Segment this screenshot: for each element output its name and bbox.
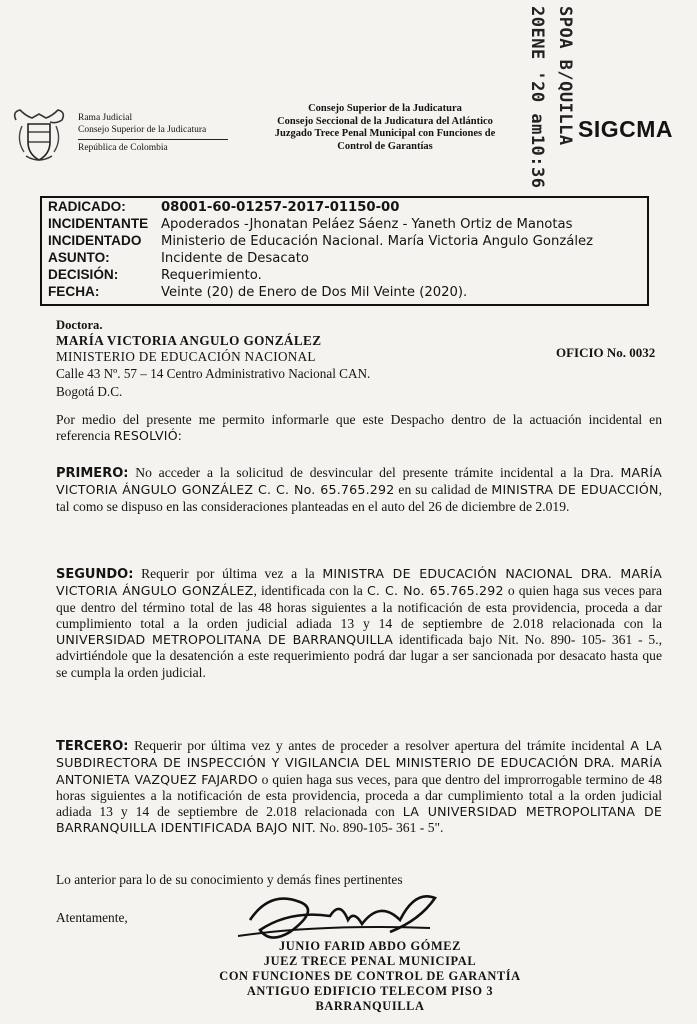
case-row-asunto: ASUNTO: Incidente de Desacato xyxy=(48,250,309,266)
council-line-4: Control de Garantías xyxy=(337,140,433,152)
case-row-decision: DECISIÓN: Requerimiento. xyxy=(48,267,262,283)
consejo-superior: Consejo Superior de la Judicatura xyxy=(78,124,207,135)
signer-address: ANTIGUO EDIFICIO TELECOM PISO 3 xyxy=(246,984,494,998)
case-row-fecha: FECHA: Veinte (20) de Enero de Dos Mil Veinte (2020). xyxy=(48,284,468,300)
signer-name: JUNIO FARID ABDO GÓMEZ xyxy=(279,939,461,953)
atentamente: Atentamente, xyxy=(56,910,128,925)
signature-block xyxy=(190,939,550,1014)
addressee-street: Calle 43 Nº. 57 – 14 Centro Administrativo Nacional CAN. xyxy=(56,366,371,381)
colombia-coat-of-arms-icon xyxy=(10,106,68,166)
addressee-city: Bogotá D.C. xyxy=(56,384,123,399)
oficio-number: OFICIO No. 0032 xyxy=(556,345,656,360)
signer-title: JUEZ TRECE PENAL MUNICIPAL xyxy=(263,954,477,968)
council-line-2: Consejo Seccional de la Judicatura del Atlántico xyxy=(277,115,493,127)
salutation: Doctora. xyxy=(56,318,103,332)
council-line-1: Consejo Superior de la Judicatura xyxy=(308,103,462,114)
sigcma-logo: SIGCMA xyxy=(578,116,673,142)
council-line-3: Juzgado Trece Penal Municipal con Funciones de xyxy=(274,128,496,139)
case-info-box xyxy=(40,196,649,306)
case-row-incidentado: INCIDENTADO Ministerio de Educación Nacional. María Victoria Angulo González xyxy=(48,233,594,249)
divider xyxy=(78,139,228,140)
court-header xyxy=(240,103,530,153)
tercero-paragraph: TERCERO: Requerir por última vez y antes de proceder a resolver apertura del trámite incidental A LA SUBDIRECTORA DE INSPECCIÓN Y VIGILANCIA DEL MINISTERIO DE EDUCACIÓN DRA. MARÍA ANTONIETA VAZQUEZ FAJARDO o quien haga sus veces, para que dentro del improrrogable termino de 48 horas siguientes a la notificación de esta providencia, proceda a dar cumplimiento total a la orden judicial adiada 13 y 14 de septiembre de 2.018 relacionada con LA UNIVERSIDAD METROPOLITANA DE BARRANQUILLA IDENTIFICADA BAJO NIT. No. 890-105- 361 - 5". xyxy=(56,738,662,836)
closing-line: Lo anterior para lo de su conocimiento y demás fines pertinentes xyxy=(56,872,403,887)
rama-judicial: Rama Judicial xyxy=(78,113,133,123)
segundo-paragraph: SEGUNDO: Requerir por última vez a la MINISTRA DE EDUCACIÓN NACIONAL DRA. MARÍA VICTORIA ÁNGULO GONZÁLEZ, identificada con la C. C. No. 65.765.292 o quien haga sus veces para que dentro del término total de las 48 horas siguientes a la notificación de esta providencia, proceda a dar cumplimiento total a la orden judicial adiada 13 y 14 de septiembre de 2.018 relacionada con la UNIVERSIDAD METROPOLITANA DE BARRANQUILLA identificada bajo Nit. No. 890- 105- 361 - 5., advirtiéndole que la desatención a este requerimiento podrá dar lugar a ser sancionada por desacato hasta que se cumpla la orden judicial. xyxy=(56,566,662,680)
stamp-office: SPOA B/QUILLA xyxy=(555,6,575,146)
institution-block xyxy=(78,113,228,155)
republica: República de Colombia xyxy=(78,143,168,153)
addressee-org: MINISTERIO DE EDUCACIÓN NACIONAL xyxy=(56,349,316,364)
primero-paragraph: PRIMERO: No acceder a la solicitud de desvincular del presente trámite incidental a la Dra. MARÍA VICTORIA ÁNGULO GONZÁLEZ C. C. No. 65.765.292 en su calidad de MINISTRA DE EDUACCIÓN, tal como se dispuso en las consideraciones planteadas en el auto del 26 de diciembre de 2.019. xyxy=(56,465,662,514)
case-row-incidentante: INCIDENTANTE Apoderados -Jhonatan Peláez Sáenz - Yaneth Ortiz de Manotas xyxy=(48,216,573,232)
intro-paragraph: Por medio del presente me permito informarle que este Despacho dentro de la actuación incidental en referencia RESOLVIÓ: xyxy=(56,412,662,444)
stamp-date: 20ENE '20 am10:36 xyxy=(527,6,547,189)
signer-functions: CON FUNCIONES DE CONTROL DE GARANTÍA xyxy=(219,969,521,983)
addressee-name: MARÍA VICTORIA ANGULO GONZÁLEZ xyxy=(56,333,322,348)
signer-city: BARRANQUILLA xyxy=(315,999,425,1013)
case-row-radicado: RADICADO: 08001-60-01257-2017-01150-00 xyxy=(48,199,400,215)
